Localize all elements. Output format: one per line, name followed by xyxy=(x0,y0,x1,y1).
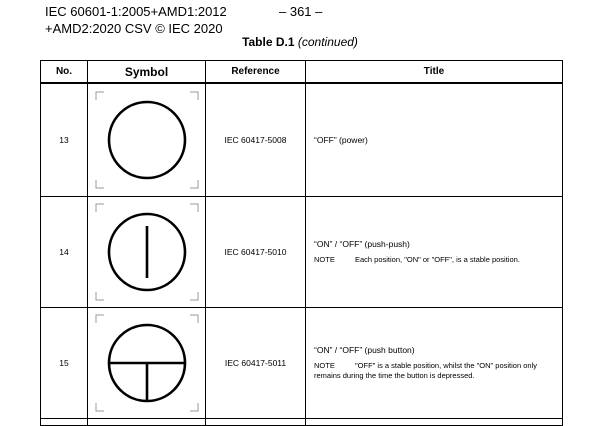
table-caption-continued: (continued) xyxy=(297,35,358,49)
symbol-cell xyxy=(88,197,206,308)
note-text: "OFF" is a stable position, whilst the "ON" position only remains during the time the button is depressed. xyxy=(314,361,537,380)
table-row xyxy=(41,308,563,419)
note-text: Each position, "ON" or "OFF", is a stable position. xyxy=(355,255,520,264)
symbol-cell xyxy=(88,83,206,197)
title-cell xyxy=(306,308,563,419)
table-row xyxy=(41,83,563,197)
page-number: – 361 – xyxy=(279,4,323,19)
row-number: 13 xyxy=(41,83,88,197)
table-row-partial xyxy=(41,419,563,426)
col-header-title: Title xyxy=(306,61,563,84)
title-text: “ON” / “OFF” (push-push) xyxy=(314,239,410,249)
title-text: “ON” / “OFF” (push button) xyxy=(314,345,415,355)
symbols-table xyxy=(40,60,563,426)
col-header-reference: Reference xyxy=(206,61,306,84)
reference-cell: IEC 60417-5008 xyxy=(206,83,306,197)
title-text: “OFF” (power) xyxy=(314,135,368,145)
table-caption-main: Table D.1 xyxy=(242,35,295,49)
row-number: 15 xyxy=(41,308,88,419)
table-caption xyxy=(0,35,600,49)
table-header-row xyxy=(41,61,563,84)
on-off-push-push-icon xyxy=(92,200,202,304)
title-cell xyxy=(306,197,563,308)
note-label: NOTE xyxy=(314,255,335,264)
note-label: NOTE xyxy=(314,361,335,370)
standard-id-line1: IEC 60601-1:2005+AMD1:2012 xyxy=(45,4,227,19)
standard-id-line2: +AMD2:2020 CSV © IEC 2020 xyxy=(45,21,223,36)
col-header-no: No. xyxy=(41,61,88,84)
off-power-circle-icon xyxy=(92,88,202,192)
symbol-cell xyxy=(88,308,206,419)
note xyxy=(314,255,562,265)
table-row xyxy=(41,197,563,308)
col-header-symbol: Symbol xyxy=(88,61,206,84)
note xyxy=(314,361,562,381)
on-off-push-button-icon xyxy=(92,311,202,415)
title-cell xyxy=(306,83,563,197)
reference-cell: IEC 60417-5011 xyxy=(206,308,306,419)
document-header xyxy=(45,3,227,37)
reference-cell: IEC 60417-5010 xyxy=(206,197,306,308)
row-number: 14 xyxy=(41,197,88,308)
